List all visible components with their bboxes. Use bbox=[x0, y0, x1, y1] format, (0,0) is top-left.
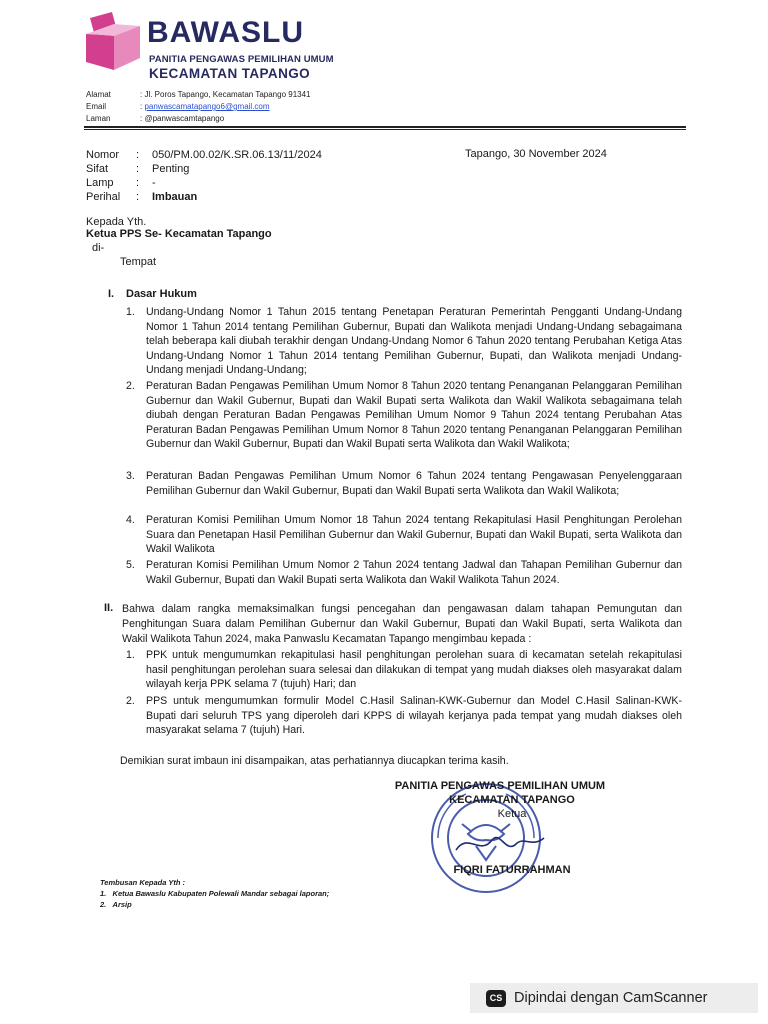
perihal-value: Imbauan bbox=[152, 191, 198, 203]
camscanner-text: Dipindai dengan CamScanner bbox=[514, 990, 708, 1006]
cc-item-text: Ketua Bawaslu Kabupaten Polewali Mandar sebagai laporan; bbox=[112, 889, 330, 898]
item-text: PPS untuk mengumumkan formulir Model C.Hasil Salinan-KWK-Gubernur dan Model C.Hasil Salinan-KWK-Bupati dari seluruh TPS yang diperoleh dari KPPS di wilayah kerjanya pada tempat yang mudah diakses oleh masyarakat selama 7 (tujuh) Hari. bbox=[146, 695, 682, 737]
list-item bbox=[126, 648, 682, 694]
item-number: 1. bbox=[126, 306, 135, 318]
item-number: 2. bbox=[126, 380, 135, 392]
item-text: Undang-Undang Nomor 1 Tahun 2015 tentang Penetapan Peraturan Pemerintah Pengganti Undang-Undang Nomor 1 Tahun 2014 tentang Pemilihan Gubernur, Bupati dan Walikota menjadi Undang-Undang sebagaimana telah beberapa kali diubah terakhir dengan Undang-Undang Nomor 6 Tahun 2020 tentang Perubahan Ketiga Atas Undang-Undang Nomor 1 Tahun 2014 tentang Pemilihan Gubernur, Bupati, dan Walikota menjadi Undang-Undang menjadi Undang-Undang; bbox=[146, 306, 682, 377]
nomor-label: Nomor bbox=[86, 149, 120, 161]
recipient-greeting: Kepada Yth. bbox=[86, 216, 147, 228]
lamp-value: - bbox=[152, 177, 156, 189]
colon: : bbox=[136, 149, 140, 161]
item-number: 1. bbox=[126, 649, 135, 661]
sifat-row bbox=[86, 162, 189, 176]
item-number: 4. bbox=[126, 514, 135, 526]
email-link[interactable]: panwascamatapango6@gmail.com bbox=[144, 102, 270, 111]
recipient-name: Ketua PPS Se- Kecamatan Tapango bbox=[86, 228, 272, 240]
perihal-row bbox=[86, 190, 197, 204]
handwritten-signature-icon bbox=[450, 826, 550, 862]
item-number: 2. bbox=[126, 695, 135, 707]
perihal-label: Perihal bbox=[86, 191, 121, 203]
list-item bbox=[126, 305, 682, 379]
camscanner-watermark bbox=[470, 983, 758, 1013]
list-item bbox=[126, 694, 682, 740]
org-subtitle: PANITIA PENGAWAS PEMILIHAN UMUM bbox=[149, 54, 334, 65]
colon: : bbox=[136, 177, 140, 189]
section-2-number: II. bbox=[104, 602, 114, 614]
item-text: Peraturan Komisi Pemilihan Umum Nomor 2 Tahun 2024 tentang Jadwal dan Tahapan Pemilihan Gubernur dan Wakil Gubernur, Bupati dan Wakil Bupati serta Walikota dan Wakil Walikota Tahun 2024. bbox=[146, 559, 682, 586]
bawaslu-logo-icon bbox=[84, 12, 146, 74]
signer-name: FIQRI FATURRAHMAN bbox=[453, 864, 571, 876]
cc-item bbox=[100, 889, 329, 899]
section-1-number: I. bbox=[108, 288, 115, 300]
list-item bbox=[126, 469, 682, 515]
section-2-intro: Bahwa dalam rangka memaksimalkan fungsi pencegahan dan pengawasan dalam tahapan Pemungutan dan Penghitungan Suara dalam Pemilihan Gubernur dan Wakil Gubernur, Bupati dan Wakil Bupati, serta Walikota dan Wakil Walikota Tahun 2024, maka Panwaslu Kecamatan Tapango mengimbau kepada : bbox=[122, 603, 682, 645]
camscanner-icon: CS bbox=[486, 990, 506, 1007]
sifat-value: Penting bbox=[152, 163, 190, 175]
list-item bbox=[126, 379, 682, 469]
district-title: KECAMATAN TAPANGO bbox=[149, 66, 311, 81]
header-divider bbox=[84, 126, 686, 128]
address-value: : Jl. Poros Tapango, Kecamatan Tapango 91341 bbox=[140, 90, 311, 99]
colon: : bbox=[136, 163, 140, 175]
header-divider-thin bbox=[84, 129, 686, 130]
cc-item-number: 1. bbox=[100, 889, 107, 898]
recipient-di: di- bbox=[92, 242, 105, 254]
signature-org-1: PANITIA PENGAWAS PEMILIHAN UMUM bbox=[394, 780, 606, 792]
address-label: Alamat bbox=[86, 90, 111, 99]
item-number: 5. bbox=[126, 559, 135, 571]
list-item bbox=[126, 558, 682, 604]
brand-title: BAWASLU bbox=[147, 16, 304, 49]
closing-text: Demikian surat imbaun ini disampaikan, atas perhatiannya diucapkan terima kasih. bbox=[120, 755, 509, 767]
email-label: Email bbox=[86, 102, 107, 111]
cc-item bbox=[100, 900, 132, 910]
item-text: PPK untuk mengumumkan rekapitulasi hasil penghitungan perolehan suara di kecamatan setelah rekapitulasi hasil penghitungan perolehan suara selesai dan dilakukan di tempat yang mudah diakses oleh masyarakat dalam wilayah kerja PPK selama 7 (tujuh) Hari; dan bbox=[146, 649, 682, 691]
sifat-label: Sifat bbox=[86, 163, 109, 175]
cc-item-text: Arsip bbox=[112, 900, 132, 909]
item-text: Peraturan Badan Pengawas Pemilihan Umum Nomor 6 Tahun 2024 tentang Pengawasan Penyelenggaraan Pemilihan Gubernur dan Wakil Gubernur, Bupati dan Wakil Bupati serta Walikota dan Wakil Walikota; bbox=[146, 470, 682, 497]
signature-org-2: KECAMATAN TAPANGO bbox=[449, 794, 575, 806]
web-row bbox=[86, 114, 224, 124]
letter-date: Tapango, 30 November 2024 bbox=[465, 148, 607, 160]
address-row bbox=[86, 90, 311, 100]
nomor-row bbox=[86, 148, 322, 162]
web-label: Laman bbox=[86, 114, 111, 123]
cc-title: Tembusan Kepada Yth : bbox=[100, 878, 186, 887]
cc-item-number: 2. bbox=[100, 900, 107, 909]
item-number: 3. bbox=[126, 470, 135, 482]
section-1-title: Dasar Hukum bbox=[126, 288, 197, 300]
list-item bbox=[126, 513, 682, 559]
item-text: Peraturan Komisi Pemilihan Umum Nomor 18 Tahun 2024 tentang Rekapitulasi Hasil Penghitungan Perolehan Suara dan Penetapan Hasil Pemilihan Gubernur dan Wakil Gubernur, Bupati dan Wakil Bupati, serta Walikota dan Wakil Walikota bbox=[146, 514, 682, 556]
email-row: Email : panwascamatapango6@gmail.com bbox=[86, 102, 270, 111]
lamp-label: Lamp bbox=[86, 177, 114, 189]
colon: : bbox=[136, 191, 140, 203]
nomor-value: 050/PM.00.02/K.SR.06.13/11/2024 bbox=[152, 149, 322, 161]
item-text: Peraturan Badan Pengawas Pemilihan Umum Nomor 8 Tahun 2020 tentang Penanganan Pelanggaran Pemilihan Gubernur dan Wakil Gubernur, Bupati dan Wakil Bupati serta Walikota dan Wakil Walikota sebagaimana telah diubah dengan Peraturan Badan Pengawas Pemilihan Umum Nomor 9 Tahun 2024 tentang Perubahan Atas Peraturan Badan Pengawas Pemilihan Umum Nomor 8 Tahun 2020 tentang Penanganan Pelanggaran Pemilihan Gubernur dan Wakil Gubernur, Bupati dan Wakil Bupati serta Walikota dan Wakil Walikota; bbox=[146, 380, 682, 451]
signature-role: Ketua bbox=[497, 808, 527, 820]
web-value: : @panwascamtapango bbox=[140, 114, 225, 123]
lamp-row bbox=[86, 176, 156, 190]
recipient-place: Tempat bbox=[120, 256, 157, 268]
